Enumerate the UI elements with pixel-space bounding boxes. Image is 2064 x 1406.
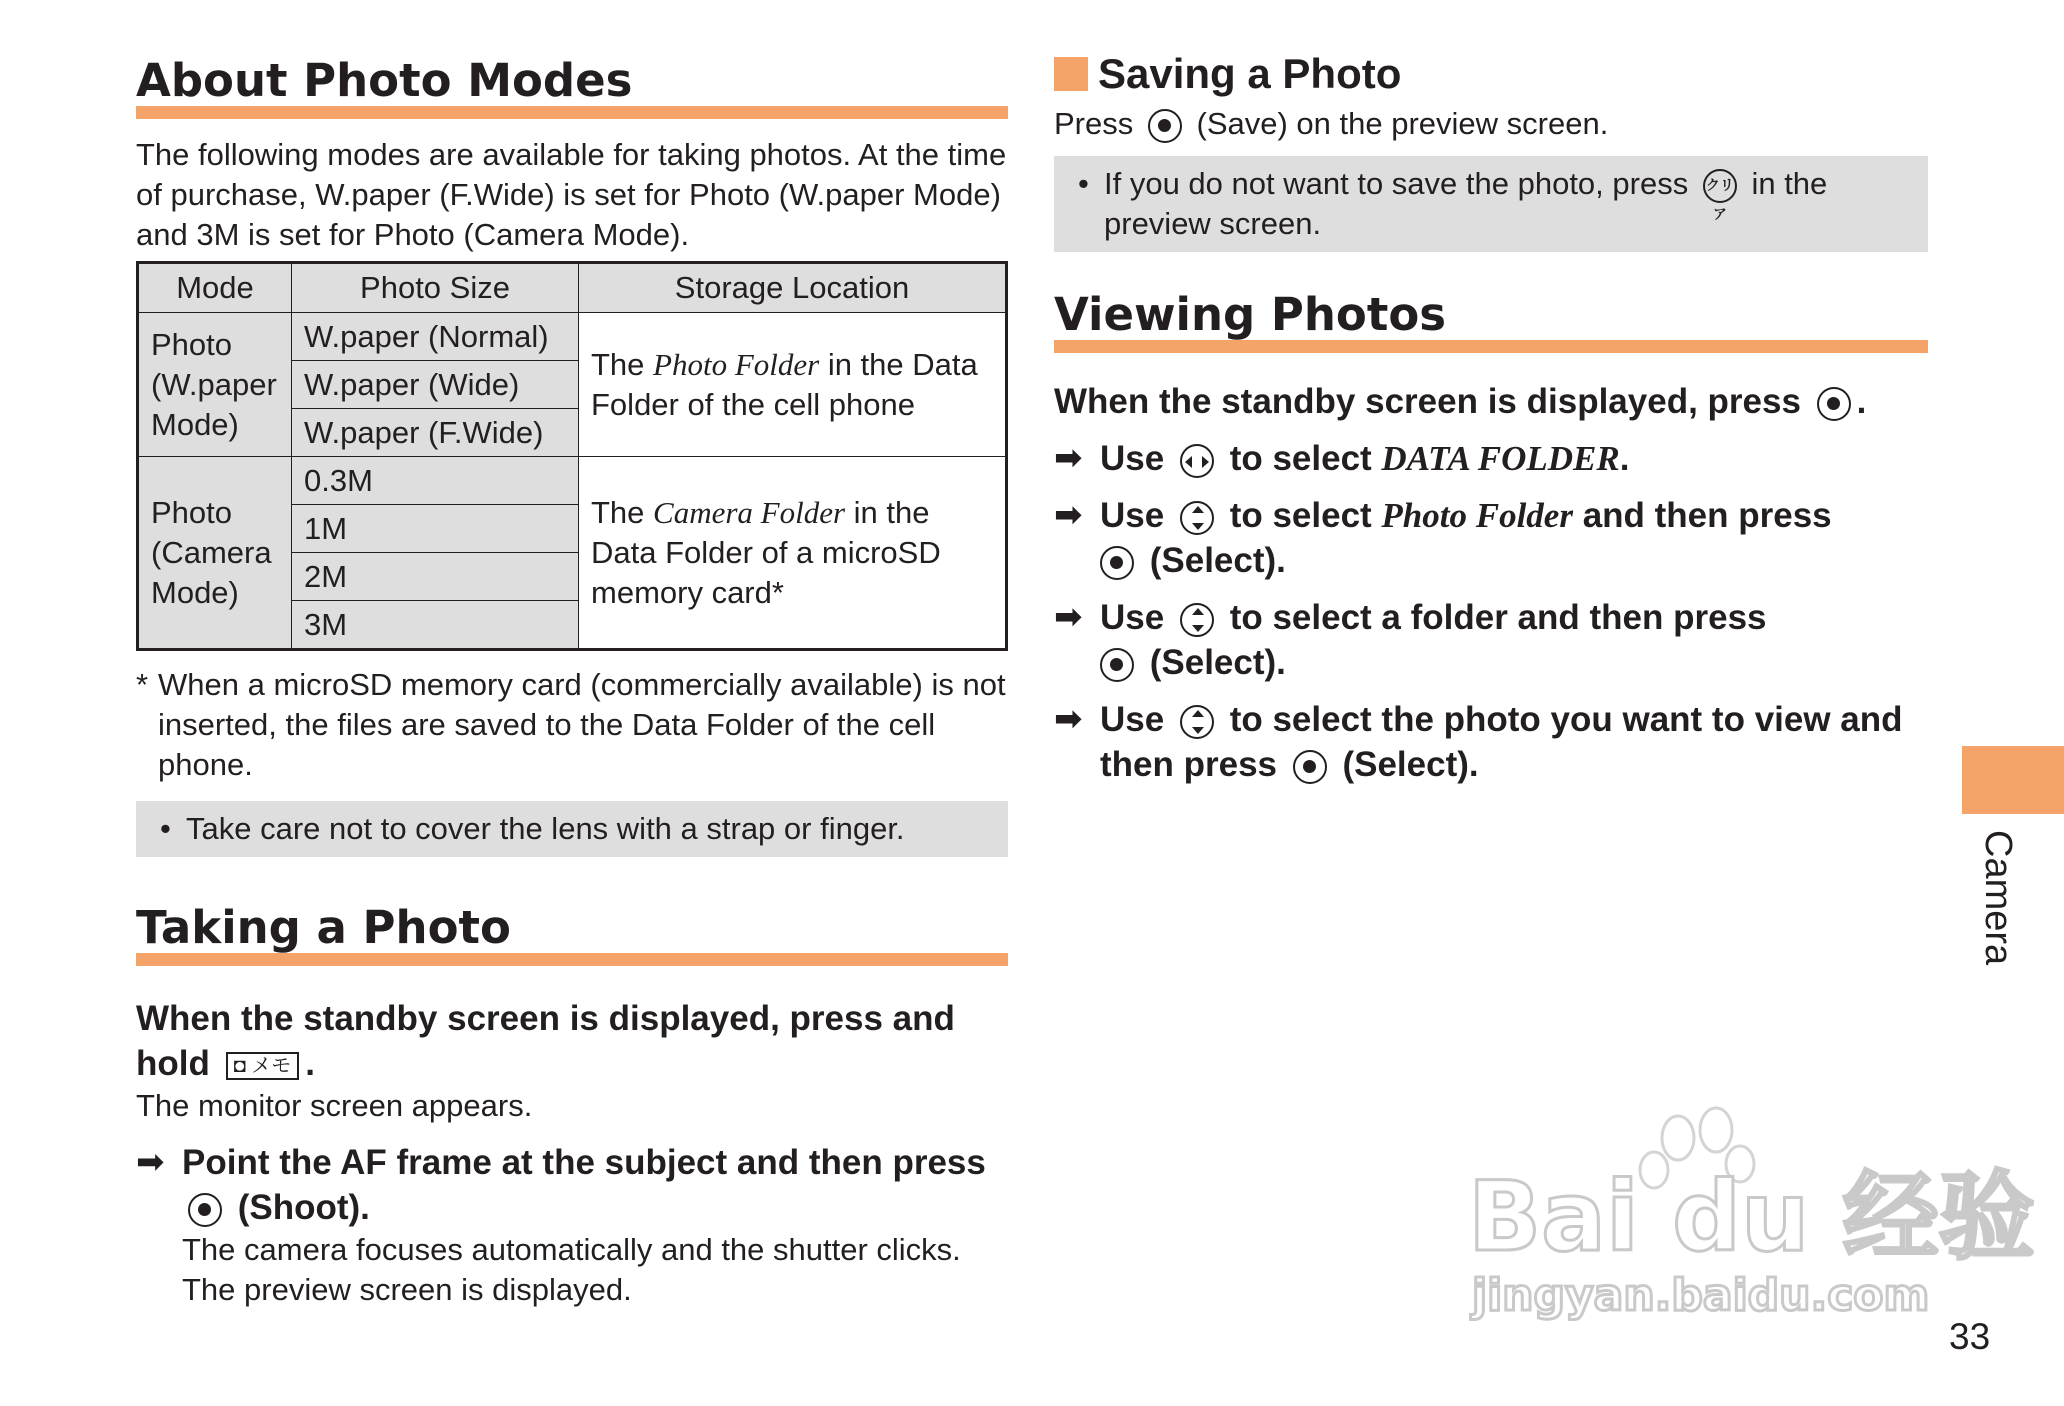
- lens-note-box: [136, 801, 1008, 857]
- right-column: [1054, 48, 1928, 787]
- center-key-icon: [1817, 387, 1851, 421]
- size-cell: W.paper (Wide): [292, 361, 579, 409]
- list-item: • Take care not to cover the lens with a strap or finger.: [160, 809, 984, 849]
- viewing-step4: ➡ Use to select the photo you want to view and then press (Select).: [1054, 697, 1928, 787]
- page-number: 33: [1949, 1316, 1991, 1357]
- viewing-photos-title: Viewing Photos: [1054, 282, 1928, 353]
- taking-step1-desc: The monitor screen appears.: [136, 1088, 533, 1123]
- size-cell: W.paper (Normal): [292, 313, 579, 361]
- up-down-key-icon: [1180, 603, 1214, 637]
- arrow-right-icon: ➡: [1054, 439, 1083, 477]
- watermark-brand: Bai du 经验: [1468, 1161, 2035, 1273]
- table-row: [138, 457, 1007, 505]
- mode-cell-camera: Photo (Camera Mode): [138, 457, 292, 650]
- table-header-row: [138, 263, 1007, 313]
- saving-photo-title: Saving a Photo: [1054, 48, 1928, 100]
- baidu-watermark-logo: [1468, 1100, 2035, 1330]
- size-cell: 3M: [292, 601, 579, 650]
- size-cell: 0.3M: [292, 457, 579, 505]
- arrow-right-icon: ➡: [1054, 598, 1083, 636]
- center-key-icon: [1293, 750, 1327, 784]
- col-header-location: Storage Location: [579, 263, 1007, 313]
- arrow-right-icon: ➡: [1054, 496, 1083, 534]
- up-down-key-icon: [1180, 501, 1214, 535]
- arrow-right-icon: ➡: [136, 1143, 165, 1181]
- arrow-right-icon: ➡: [1054, 700, 1083, 738]
- clear-key-icon: クリア: [1703, 169, 1737, 203]
- footnote: * When a microSD memory card (commercially available) is not inserted, the files are saved to the Data Folder of the cell phone.: [136, 667, 1006, 782]
- center-key-icon: [1100, 546, 1134, 580]
- taking-step1: When the standby screen is displayed, press and hold ◘ メモ .: [136, 999, 955, 1083]
- col-header-size: Photo Size: [292, 263, 579, 313]
- orange-square-icon: [1054, 57, 1088, 91]
- col-header-mode: Mode: [138, 263, 292, 313]
- left-column: [136, 48, 1008, 1310]
- taking-photo-title: Taking a Photo: [136, 895, 1008, 966]
- table-row: [138, 313, 1007, 361]
- location-cell-phone: The Photo Folder in the Data Folder of the cell phone: [579, 313, 1007, 457]
- center-key-icon: [188, 1193, 222, 1227]
- location-cell-microsd: The Camera Folder in the Data Folder of a microSD memory card*: [579, 457, 1007, 650]
- size-cell: 2M: [292, 553, 579, 601]
- about-intro: The following modes are available for taking photos. At the time of purchase, W.paper (F.Wide) is set for Photo (W.paper Mode) and 3M is set for Photo (Camera Mode).: [136, 137, 1007, 252]
- watermark-url: jingyan.baidu.com: [1472, 1270, 1930, 1321]
- viewing-intro: When the standby screen is displayed, press .: [1054, 382, 1867, 421]
- camera-memo-key-icon: ◘ メモ: [226, 1052, 300, 1080]
- chapter-label: Camera: [1977, 830, 2019, 966]
- about-photo-modes-title: About Photo Modes: [136, 48, 1008, 119]
- photo-modes-table: [136, 261, 1008, 651]
- viewing-step2: ➡ Use to select Photo Folder and then press (Select).: [1054, 493, 1928, 583]
- up-down-key-icon: [1180, 705, 1214, 739]
- bullet-icon: •: [160, 811, 171, 846]
- left-right-key-icon: [1180, 444, 1214, 478]
- chapter-tab: [1962, 746, 2064, 814]
- taking-step2-desc: The camera focuses automatically and the shutter clicks. The preview screen is displayed.: [182, 1232, 961, 1307]
- center-key-icon: [1148, 109, 1182, 143]
- bullet-icon: •: [1078, 166, 1089, 201]
- mode-cell-wpaper: Photo (W.paper Mode): [138, 313, 292, 457]
- center-key-icon: [1100, 648, 1134, 682]
- viewing-step1: ➡ Use to select DATA FOLDER.: [1054, 436, 1928, 481]
- size-cell: 1M: [292, 505, 579, 553]
- saving-instruction: Press (Save) on the preview screen.: [1054, 106, 1609, 141]
- saving-note-box: [1054, 156, 1928, 252]
- taking-step2: ➡ Point the AF frame at the subject and then press (Shoot). The camera focuses automatically and the shutter clicks. The preview screen is displayed.: [136, 1140, 1008, 1310]
- viewing-step3: ➡ Use to select a folder and then press (Select).: [1054, 595, 1928, 685]
- size-cell: W.paper (F.Wide): [292, 409, 579, 457]
- list-item: • If you do not want to save the photo, press クリア in the preview screen.: [1078, 164, 1904, 244]
